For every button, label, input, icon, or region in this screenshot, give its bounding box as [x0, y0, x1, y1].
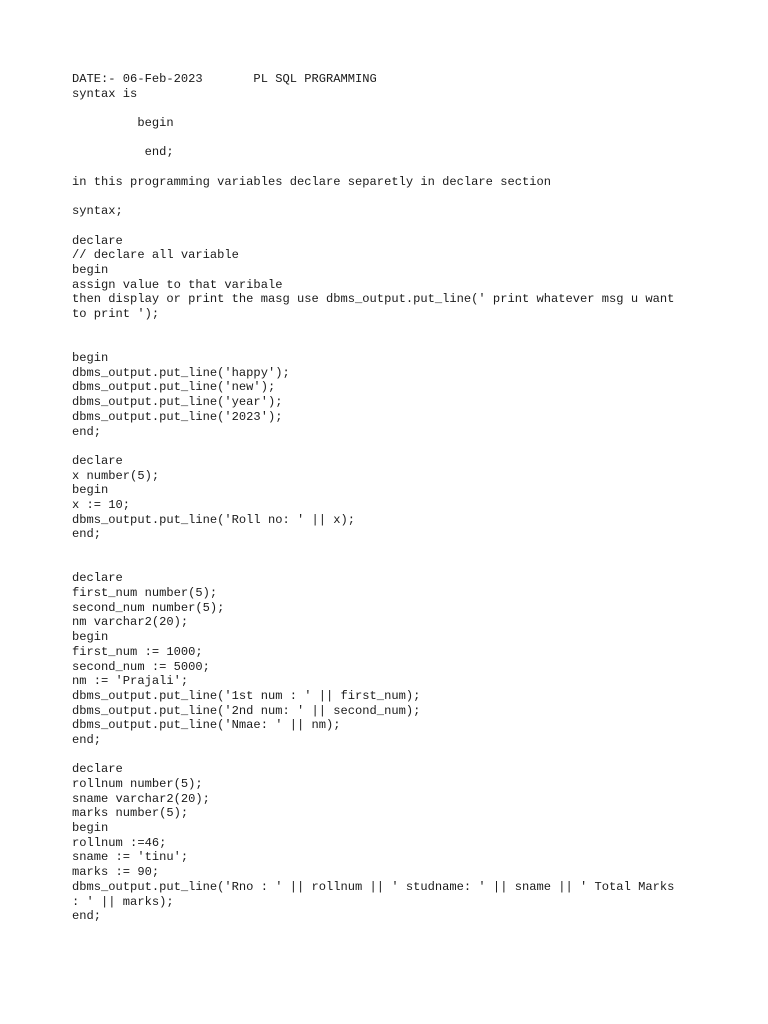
document-line: sname := 'tinu'; [72, 850, 189, 865]
document-line: rollnum :=46; [72, 835, 167, 850]
blank-line [72, 160, 712, 175]
document-line: x number(5); [72, 468, 160, 483]
document-line: dbms_output.put_line('Roll no: ' || x); [72, 512, 356, 527]
document-line: declare [72, 453, 123, 468]
document-line: begin [72, 483, 109, 498]
document-line: nm varchar2(20); [72, 615, 189, 630]
document-line: end; [72, 424, 102, 439]
document-line: dbms_output.put_line('new'); [72, 380, 276, 395]
document-line: : ' || marks); [72, 894, 174, 909]
document-line: first_num number(5); [72, 586, 218, 601]
document-line: end; [72, 909, 102, 924]
document-line: to print '); [72, 307, 160, 321]
blank-line [72, 219, 712, 234]
document-line: dbms_output.put_line('1st num : ' || first_num); [72, 688, 421, 703]
document-line: declare [72, 571, 123, 586]
document-line: marks number(5); [72, 806, 189, 821]
document-line: in this programming variables declare separetly in declare section [72, 174, 551, 189]
document-line: dbms_output.put_line('2nd num: ' || second_num); [72, 703, 421, 718]
document-line: // declare all variable [72, 248, 239, 263]
document-text [72, 72, 712, 924]
document-line: dbms_output.put_line('Nmae: ' || nm); [72, 718, 341, 733]
blank-line [72, 190, 712, 205]
document-line: second_num := 5000; [72, 659, 210, 674]
document-line: dbms_output.put_line('happy'); [72, 365, 290, 380]
document-line: dbms_output.put_line('2023'); [72, 409, 283, 424]
document-line: end; [72, 732, 102, 747]
document-line: begin [72, 262, 109, 277]
document-line: begin [72, 630, 109, 645]
document-line: marks := 90; [72, 865, 160, 880]
blank-line [72, 557, 712, 572]
document-line: second_num number(5); [72, 600, 225, 615]
blank-line [72, 542, 712, 557]
document-line: declare [72, 233, 123, 248]
document-line: syntax; [72, 204, 123, 219]
document-line: dbms_output.put_line('Rno : ' || rollnum || ' studname: ' || sname || ' Total Marks [72, 879, 675, 894]
blank-line [72, 439, 712, 454]
document-line: end; [72, 145, 174, 160]
document-line: rollnum number(5); [72, 777, 203, 791]
blank-line [72, 748, 712, 763]
document-line: assign value to that varibale [72, 277, 283, 292]
document-line: begin [72, 116, 174, 131]
document-line: declare [72, 762, 123, 777]
blank-line [72, 101, 712, 116]
document-line: then display or print the masg use dbms_output.put_line(' print whatever msg u want [72, 292, 675, 307]
document-line: end; [72, 527, 102, 542]
document-line: dbms_output.put_line('year'); [72, 395, 283, 410]
blank-line [72, 131, 712, 146]
blank-line [72, 336, 712, 351]
document-line: syntax is [72, 86, 138, 101]
document-line: x := 10; [72, 497, 131, 512]
document-line: begin [72, 821, 109, 836]
document-line: nm := 'Prajali'; [72, 674, 189, 689]
document-line: sname varchar2(20); [72, 791, 210, 806]
document-line: first_num := 1000; [72, 644, 203, 659]
document-line: begin [72, 351, 109, 366]
blank-line [72, 322, 712, 337]
document-line: DATE:- 06-Feb-2023 PL SQL PRGRAMMING [72, 72, 377, 86]
